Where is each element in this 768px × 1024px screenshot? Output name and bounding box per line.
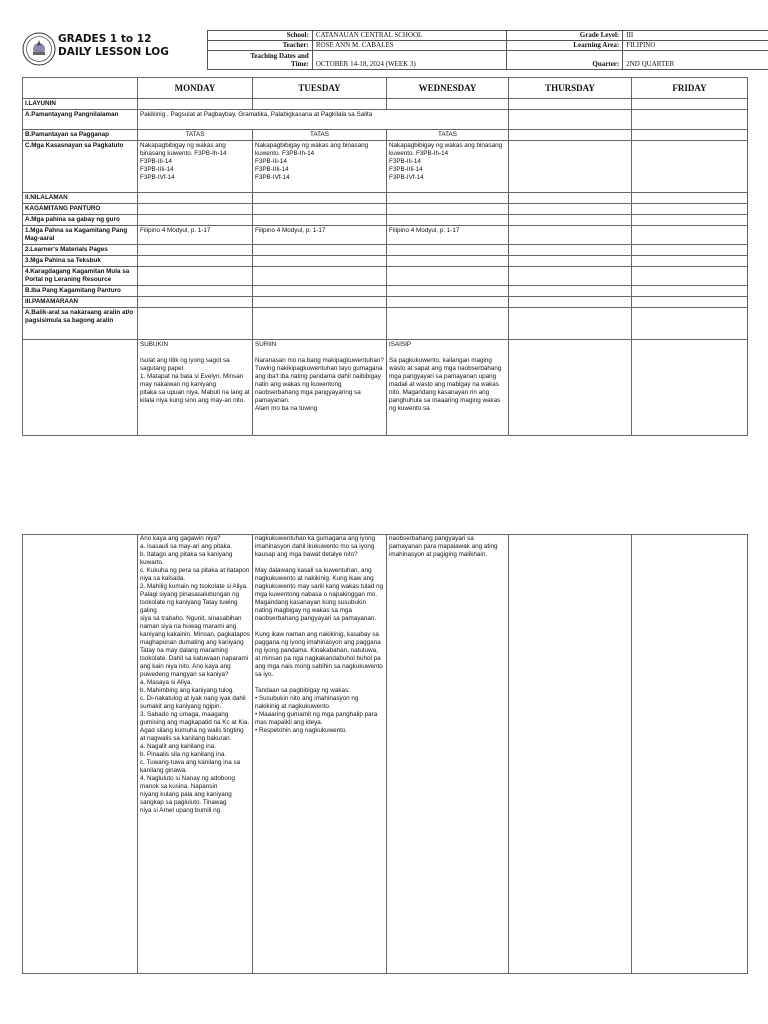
row-label-kasanayan: C.Mga Kasasnayan sa Pagkatuto	[23, 141, 138, 193]
day-tuesday: TUESDAY	[253, 78, 387, 99]
section-layunin: I.LAYUNIN	[23, 99, 138, 110]
teaching-dates-value: OCTOBER 14-18, 2024 (WEEK 3)	[312, 51, 507, 70]
learning-area-value: FILIPINO	[623, 41, 768, 51]
grade-level-value: III	[623, 31, 768, 41]
teacher-value: ROSE ANN M. CABALES	[312, 41, 507, 51]
procedure-tuesday	[253, 340, 387, 436]
row-label-pagganap: B.Pamantayan sa Pagganap	[23, 130, 138, 141]
section-kagamitang: KAGAMITANG PANTURO	[23, 204, 138, 215]
day-friday: FRIDAY	[632, 78, 748, 99]
info-table	[207, 30, 768, 70]
row-label-pahina: 1.Mga Pahna sa Kagamitang Pang Mag-aaral	[23, 226, 138, 245]
procedure-monday	[138, 340, 253, 436]
school-value: CATANAUAN CENTRAL SCHOOL	[312, 31, 507, 41]
kasanayan-monday: Nakapagbibigay ng wakas ang binasang kuwento. F3PB-Ih-14 F3PB-IIi-14 F3PB-IIIi-14 F3PB-IVf-14	[138, 141, 253, 193]
row-label-balik-aral: A.Balik-aral sa nakaraang aralin at/o pagsisimula sa bagong aralin	[23, 308, 138, 340]
quarter-label: Quarter:	[507, 51, 623, 70]
modyul-wednesday: Filipino 4 Modyul, p. 1-17	[387, 226, 509, 245]
day-wednesday: WEDNESDAY	[387, 78, 509, 99]
row-label-learners: 2.Learner's Materials Pages	[23, 245, 138, 256]
section-pamamaraan: III.PAMAMARAAN	[23, 297, 138, 308]
school-label: School:	[208, 31, 313, 41]
row-label-pamantayang: A.Pamantayang Pangnilalaman	[23, 110, 138, 130]
procedure-head-tuesday: SURIIN	[255, 341, 277, 348]
tatas-wednesday: TATAS	[387, 130, 509, 141]
lesson-grid-continued	[22, 534, 748, 974]
grade-level-label: Grade Level:	[507, 31, 623, 41]
quarter-value: 2ND QUARTER	[623, 51, 768, 70]
page-one	[0, 0, 768, 480]
teaching-dates-label: Teaching Dates and Time:	[208, 51, 313, 70]
title-line-1: GRADES 1 to 12	[58, 33, 152, 45]
pamantayang-value: Pakikinig , Pagsulat at Pagbaybay, Gramatika, Palabigkasana at Pagkilala sa Salita	[138, 110, 509, 130]
tatas-monday: TATAS	[138, 130, 253, 141]
procedure-text-tuesday-continued: nagkukuwentuhan ka gumagana ang iyong imahinasyon dahil ikukuwento mo sa iyong kausap ang mga bawat detalye nito? May dalawang kasali sa kuwentuhan, ang nagkukuwento at nakikinig. Kung ikaw ang nagkukuwento may sarili kang wakas tulad ng mga kuwentong nabasa o napakinggan mo. Magandang kasanayan kung susubukin nating magbigay ng wakas sa mga naobserbahang pangyayari sa pamayanan. Kung ikaw naman ang nakikinig, kasabay sa paggana ng iyong imahinasyon ang paggana ng iyong pandama. Kinakabahan, natutuwa, at minsan pa nga nagkakandabuhol buhol pa ang mga nais mong sabihin sa nagkukuwento sa iyo. Tandaan sa pagbibigay ng wakas: • Susubukin nito ang imahinasyon ng nakikinig at nagkukuwento. • Maaaring gumamit ng mga panghalip para mas mapaikli ang ideya. • Respetohin ang nagkukuwento.	[253, 535, 387, 974]
document-title	[58, 33, 169, 59]
procedure-wednesday	[387, 340, 509, 436]
procedure-text-tuesday: Naranasan mo na bang makipagkuwentuhan? Tuwing nakikipagkuwentuhan tayo gumagana ang iba't iba nating pandama dahil naibibigay natin ang wakas ng kuwentong naobserbahang mga pangyayaring sa pamayanan. Alam mo ba na tuwing	[255, 357, 384, 412]
day-thursday: THURSDAY	[509, 78, 632, 99]
header	[22, 30, 746, 70]
procedure-head-wednesday: ISAISIP	[389, 341, 412, 348]
deped-seal-icon	[22, 32, 56, 66]
procedure-text-wednesday-continued: naobserbahang pangyayari sa pamayanan para mapalawak ang ating imahinasyon at pagiging malikhain.	[387, 535, 509, 974]
procedure-head-monday: SUBUKIN	[140, 341, 168, 348]
tatas-tuesday: TATAS	[253, 130, 387, 141]
modyul-tuesday: Filipino 4 Modyul, p. 1-17	[253, 226, 387, 245]
page-two	[0, 530, 768, 990]
corner-cell	[23, 78, 138, 99]
row-label-karagdagang: 4.Karagdagang Kagamitan Mula sa Portal ng Leraning Resource	[23, 267, 138, 286]
title-line-2: DAILY LESSON LOG	[58, 46, 169, 58]
section-nilalaman: II.NILALAMAN	[23, 193, 138, 204]
kasanayan-wednesday: Nakapagbibigay ng wakas ang binasang kuwento. F3PB-Ih-14 F3PB-IIi-14 F3PB-IIIi-14 F3PB-IVf-14	[387, 141, 509, 193]
learning-area-label: Learning Area:	[507, 41, 623, 51]
row-label-teksbuk: 3.Mga Pahina sa Teksbuk	[23, 256, 138, 267]
procedure-text-monday: Isulat ang titik ng iyong sagot sa sagutang papel. 1. Matapat na bata si Evelyn. Minsan may nakaiwan ng kaniyang pitaka sa upuan niya. Mabuti na lang at kilala niya kung sino ang may-ari nito.	[140, 357, 250, 404]
day-monday: MONDAY	[138, 78, 253, 99]
procedure-text-wednesday: Sa pagkukuwento, kailangan maging wasto at sapat ang mga naobserbahang mga pangyayari sa pamayanan upang madali at wasto ang mabigay na wakas nito. Magandang kasanayan rin ang panghuhula sa maaaring maging wakas ng kuwento sa	[389, 357, 502, 412]
modyul-monday: Filipino 4 Modyul, p. 1-17	[138, 226, 253, 245]
row-label-iba: B.Iba Pang Kagamitang Panturo	[23, 286, 138, 297]
procedure-text-monday-continued: Ano kaya ang gagawin niya? a. Isasauli sa may-ari ang pitaka. b. Itatago ang pitaka sa kaniyang kuwarto. c. Kukuha ng pera sa pitaka at itatapon niya sa kalsada. 2. Mahilig kumain ng tsokolate si Aliya. Palagi siyang pinasasalubungan ng tsokolate ng kaniyang Tatay tuwing galing siya sa trabaho. Ngunit, sinasabihan naman siya na huwag marami ang kaniyang kakainin. Minsan, pagkatapos maghapunan dumating ang kaniyang Tatay na may dalang maraming tsokolate. Dahil sa katuwaan naparami ang kain niya nito. Ano kaya ang puwedeng mangyari sa kaniya? a. Masaya si Aliya. b. Mahimbing ang kaniyang tulog. c. Di-nakatulog at iyak nang iyak dahil sumakit ang kaniyang ngipin. 3. Sabado ng umaga, maagang gumising ang magkapatid na Kc at Kia. Agad silang kumuha ng walis tingting at nagwalis sa kanilang bakuran. a. Nagalit ang kanilang ina. b. Pinaalis sila ng kanilang ina. c. Tuwang-tuwa ang kanilang ina sa kanilang ginawa. 4. Nagluluto si Nanay ng adobong manok sa kusina. Napansin niyang kulang pala ang kaniyang sangkap sa pagluluto. Tinawag niya si Arnel upang bumili ng	[138, 535, 253, 974]
row-label-gabay: A.Mga pahina sa gabay ng guro	[23, 215, 138, 226]
teacher-label: Teacher:	[208, 41, 313, 51]
lesson-grid	[22, 77, 748, 436]
kasanayan-tuesday: Nakapagbibigay ng wakas ang binasang kuwento. F3PB-Ih-14 F3PB-IIi-14 F3PB-IIIi-14 F3PB-IVf-14	[253, 141, 387, 193]
